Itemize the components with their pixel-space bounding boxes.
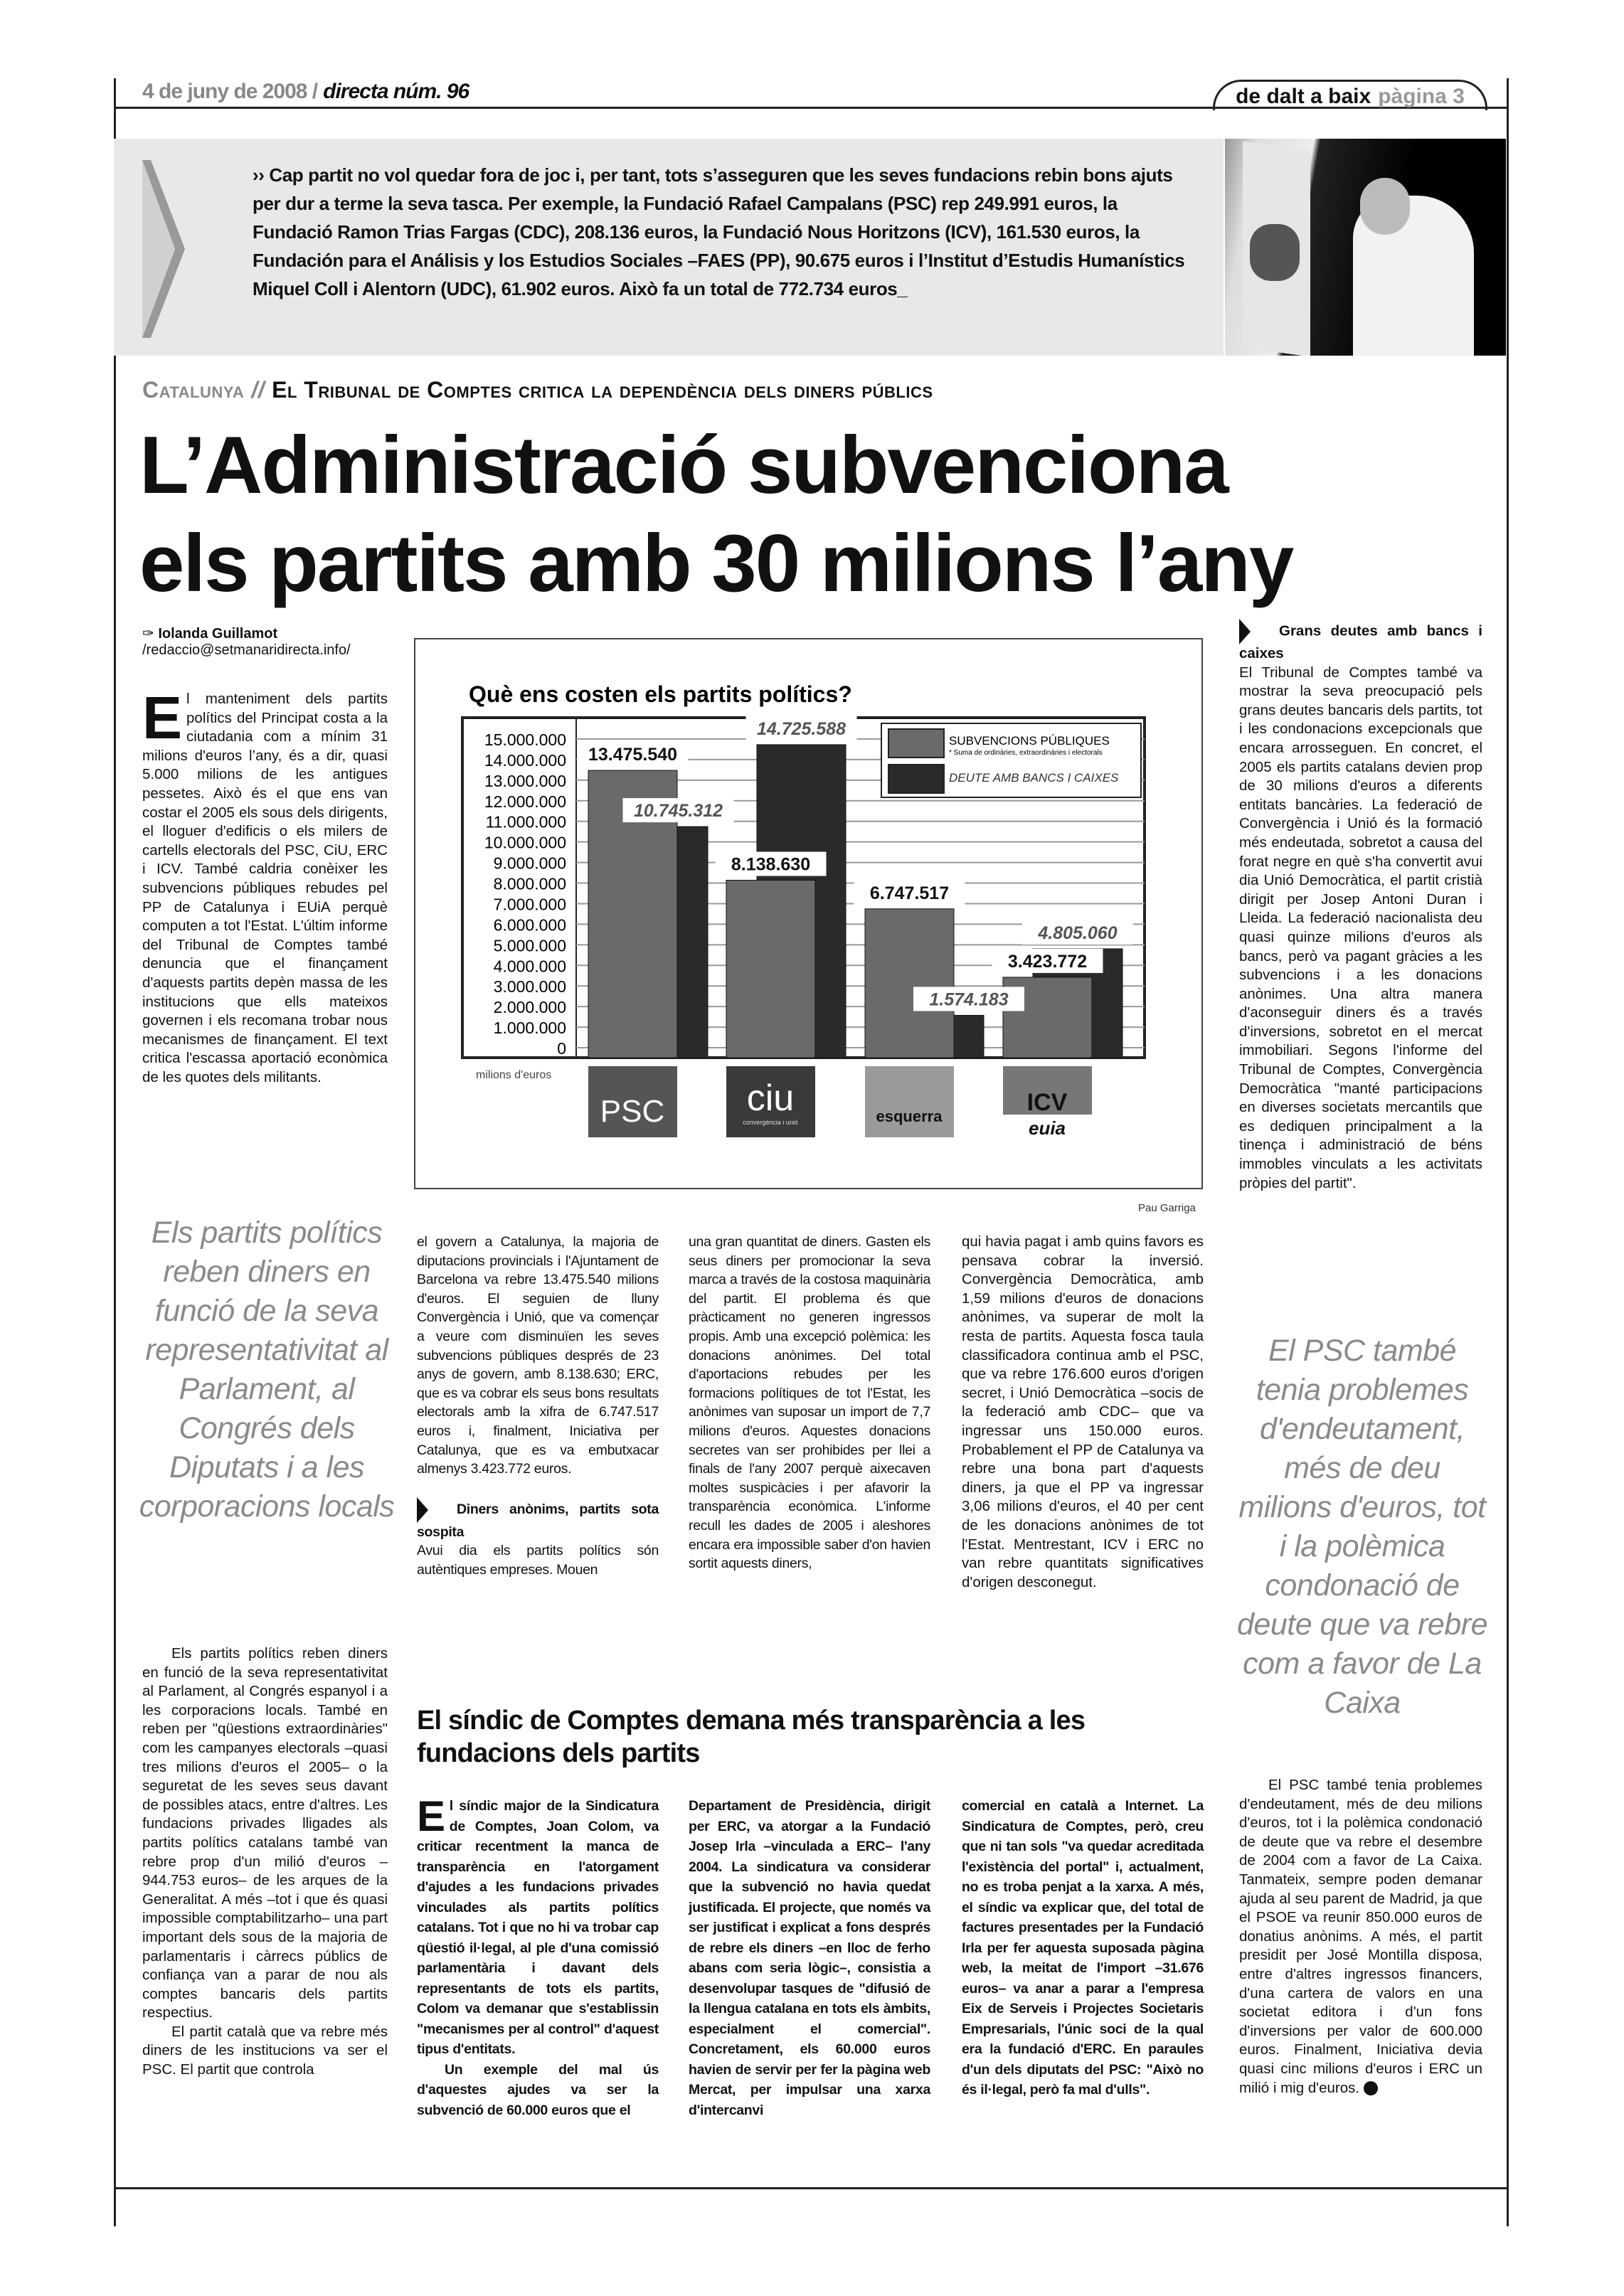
- arrow-icon: [1239, 619, 1251, 644]
- legend-swatch-subsidy: [888, 729, 944, 758]
- legend-label-debt: DEUTE AMB BANCS I CAIXES: [949, 771, 1119, 785]
- section-tab: [1213, 80, 1487, 110]
- photo-credit: Pau Garriga: [1138, 1202, 1196, 1214]
- y-tick-label: 1.000.000: [493, 1019, 566, 1038]
- chart-party-costs: [414, 638, 1203, 1189]
- column-3: [962, 1233, 1204, 1592]
- subhead-text: Grans deutes amb bancs i caixes: [1239, 622, 1482, 661]
- chart-svg: [415, 639, 1201, 1188]
- y-tick-label: 4.000.000: [493, 957, 566, 976]
- right-column-text: [1239, 619, 1482, 1193]
- legend-label-subsidy: SUBVENCIONS PÚBLIQUES: [949, 734, 1110, 748]
- chart-title: Què ens costen els partits polítics?: [469, 681, 852, 707]
- paragraph: una gran quantitat de diners. Gasten els seus diners per promocionar la seva marca a través de la costosa maquinària del partit. El problema és que pràcticament no generen ingressos propis. Amb una excepció polèmica: les donacions anònimes. Del total d'aportacions rebudes per les formacions polítiques de tot l'Estat, les anònimes van suposar un import de 7,7 milions d'euros. Aquestes donacions secretes van ser prohibides per llei a finals de l'any 2007 perquè aixecaven moltes suspicàcies i per afavorir la transparència econòmica. L'informe recull les dades de 2005 i aleshores encara era impossible saber d'on havien sortit aquests diners,: [689, 1234, 930, 1572]
- y-tick-label: 6.000.000: [493, 915, 566, 935]
- paragraph: el govern a Catalunya, la majoria de diputacions provincials i l'Ajuntament de Barcelona va rebre 13.475.540 milions d'euros. El seguien de lluny Convergència i Unió, que va començar a veure com disminuïen les seves subvencions públiques després de 23 anys de govern, amb 8.138.630; ERC, que es va cobrar els seus bons resultats electorals amb la xifra de 6.747.517 euros i, finalment, Iniciativa per Catalunya, que es va embutxacar almenys 3.423.772 euros.: [417, 1234, 659, 1477]
- sidebar-column-1: [417, 1792, 659, 2120]
- logo-erc-text: esquerra: [876, 1107, 943, 1125]
- paragraph: Departament de Presidència, dirigit per ERC, va atorgar a la Fundació Josep Irla –vinculada a ERC– l'any 2004. La sindicatura va considerar que la subvenció no havia quedat justificada. El projecte, que només va ser justificat i explicat a fons després de rebre els diners –en lloc de ferho abans com seria lògic–, consistia a desenvolupar tasques de "difusió de la llengua catalana en tots els àmbits, especialment el comercial". Concretament, els 60.000 euros havien de servir per fer la pàgina web Mercat, per impulsar una xarxa d'intercanvi: [689, 1798, 930, 2118]
- column-1: [417, 1233, 659, 1580]
- subhead-text: Diners anònims, partits sota sospita: [417, 1501, 659, 1540]
- man-head: [1360, 178, 1410, 235]
- sidebar-column-3: [962, 1796, 1204, 2100]
- bar-debt: [954, 1015, 984, 1058]
- issue-date: 4 de juny de 2008 /: [142, 80, 318, 103]
- kicker-separator: //: [251, 377, 265, 403]
- paragraph: qui havia pagat i amb quins favors es pensava cobrar la inversió. Convergència Democràtica, amb 1,59 milions d'euros de donacions anònimes, va superar de molt la resta de partits. Aquesta fosca taula classificadora continua amb el PSC, que va rebre 176.600 euros d'origen secret, i Unió Democràtica –socis de la federació amb CDC– que va ingressar uns 150.000 euros. Probablement el PP de Catalunya va rebre una bona part d'aquests diners, ja que el PP va ingressar 3,06 milions d'euros, el 40 per cent de les donacions anònimes de tot l'Estat. Mentrestant, ICV i ERC no van rebre quantitats significatives d'origen desconegut.: [962, 1233, 1204, 1590]
- bar-subsidy: [726, 881, 815, 1058]
- bar-subsidy: [865, 909, 954, 1058]
- value-label-debt: 4.805.060: [1038, 923, 1118, 943]
- byline: [142, 625, 351, 659]
- value-label-subsidy: 8.138.630: [731, 854, 811, 875]
- value-label-subsidy: 3.423.772: [1007, 951, 1088, 972]
- bar-debt: [677, 827, 708, 1058]
- legend-swatch-debt: [888, 765, 944, 793]
- sidebar-title: El síndic de Comptes demana més transparència a les fundacions dels partits: [417, 1706, 1086, 1768]
- y-tick-label: 3.000.000: [493, 977, 566, 996]
- issue-number: directa núm. 96: [323, 80, 469, 103]
- paragraph: Avui dia els partits polítics són autèntiques empreses. Mouen: [417, 1543, 659, 1578]
- right-column-closing: [1239, 1776, 1482, 2098]
- logo-icv-text: ICV: [1026, 1089, 1068, 1116]
- pull-quote-left: Els partits polítics reben diners en funció de la seva representativitat al Parlament, al Congrés dels Diputats i a les corporacions locals: [139, 1216, 395, 1524]
- end-mark-icon: d: [1364, 2081, 1378, 2095]
- arrow-icon: [417, 1497, 428, 1523]
- paragraph: Els partits polítics reben diners en funció de la seva representativitat al Parlament, al Congrés espanyol i a les corporacions locals. També en reben per "qüestions extraordinàries" com les campanyes electorals –quasi tres milions d'euros el 2005– o la seguretat de les seves seus davant de possibles atacs, entre d'altres. Les fundacions privades lligades als partits polítics catalans també van rebre prop d'un milió d'euros –944.753 euros– de les arques de la Generalitat. A més –tot i que és quasi impossible comptabilitzarho– una part important dels sous de la majoria de parlamentaris i càrrecs públics de confiança van a parar de nou als comptes bancaris dels partits respectius.: [142, 1645, 388, 2021]
- y-tick-label: 11.000.000: [485, 812, 566, 831]
- y-tick-label: 14.000.000: [484, 750, 566, 770]
- lead-text: ›› Cap partit no vol quedar fora de joc i, per tant, tots s’asseguren que les seves fundacions rebin bons ajuts per dur a terme la seva tasca. Per exemple, la Fundació Rafael Campalans (PSC) rep 249.991 euros, la Fundació Ramon Trias Fargas (CDC), 208.136 euros, la Fundació Nous Horitzons (ICV), 161.530 euros, la Fundación para el Análisis y los Estudios Sociales –FAES (PP), 90.675 euros i l’Institut d’Estudis Humanístics Miquel Coll i Alentorn (UDC), 61.902 euros. Això fa un total de 772.734 euros_: [253, 164, 1185, 299]
- y-tick-label: 2.000.000: [493, 998, 566, 1017]
- sidebar-column-2: [689, 1796, 930, 2120]
- kicker-text: El Tribunal de Comptes critica la dependència dels diners públics: [272, 377, 933, 403]
- subhead-anonymous: [417, 1497, 659, 1542]
- y-tick-label: 12.000.000: [484, 792, 566, 811]
- drop-cap: E: [142, 684, 183, 751]
- y-tick-label: 13.000.000: [484, 771, 566, 790]
- section-name: de dalt a baix: [1236, 85, 1371, 108]
- logo-ciu-subtext: convergència i unió: [743, 1119, 798, 1126]
- legend-note: * Suma de ordinàries, extraordinàries i electorals: [949, 749, 1103, 757]
- left-column-text: [142, 1644, 388, 2080]
- y-tick-label: 10.000.000: [484, 833, 566, 852]
- y-tick-label: 7.000.000: [493, 895, 566, 914]
- pointing-hand-icon: ✑: [142, 626, 159, 642]
- logo-ciu-text: ciu: [746, 1078, 795, 1119]
- paragraph: [1239, 1776, 1482, 2098]
- y-tick-label: 15.000.000: [484, 730, 566, 749]
- paragraph: El Tribunal de Comptes també va mostrar la seva preocupació pels grans deutes bancaris dels partits, tot i les condonacions excepcionals que encara arrosseguen. En concret, el 2005 els partits catalans devien prop de 30 milions d'euros a diferents entitats bancàries. La federació de Convergència i Unió és la formació més endeutada, sobretot a causa del forat negre en què s'ha convertit avui dia Unió Democràtica, el partit cristià dirigit per Josep Antoni Duran i Lleida. La federació nacionalista deu quasi quinze milions d'euros als bancs, però va pagant gràcies a les subvencions i a les donacions anònimes. Una altra manera d'aconseguir diners és a través d'inversions, sobretot en el mercat immobiliari. Segons l'informe del Tribunal de Comptes, Convergència Democràtica "manté participacions en diverses societats mercantils que es dediquen principalment a la tinença i administració de béns immobles vinculats a les activitats pròpies del partit".: [1239, 664, 1482, 1191]
- page-number: pàgina 3: [1378, 85, 1465, 108]
- photo-campaign-posters: [1225, 139, 1506, 356]
- author-name: Iolanda Guillamot: [158, 626, 278, 642]
- kicker: [142, 377, 933, 403]
- logo-erc: [865, 1066, 954, 1137]
- y-axis-label: milions d'euros: [476, 1069, 552, 1081]
- paragraph-text: l síndic major de la Sindicatura de Comptes, Joan Colom, va criticar recentment la manca de transparència en l'atorgament d'ajudes a les fundacions privades vinculades als partits polítics catalans. Tot i que no hi va trobar cap qüestió il·legal, al ple d'una comissió parlamentària i davant dels representants de tots els partits, Colom va demanar que s'establissin "mecanismes per al control" d'aquest tipus d'entitats.: [417, 1798, 659, 2057]
- page-header-date: [142, 80, 469, 104]
- value-label-subsidy: 13.475.540: [588, 745, 678, 765]
- right-margin-rule: [1507, 78, 1509, 2226]
- logo-psc-text: PSC: [600, 1094, 665, 1129]
- headline-line-1: L’Administració subvenciona: [139, 420, 1228, 511]
- headline-line-2: els partits amb 30 milions l’any: [139, 519, 1293, 609]
- article-intro: [142, 684, 388, 1087]
- poster-face: [1250, 224, 1300, 281]
- y-tick-label: 5.000.000: [493, 936, 566, 955]
- paragraph: comercial en català a Internet. La Sindicatura de Comptes, però, creu que ni tan sols "va quedar acreditada l'existència del portal" i, actualment, no es troba penjat a la xarxa. A més, el síndic va explicar que, del total de factures presentades per la Fundació Irla per fer aquesta suposada pàgina web, la meitat de l'import –31.676 euros– va anar a parar a l'empresa Eix de Serveis i Projectes Societaris Empresarials, l'únic soci de la qual era la fundació d'ERC. En paraules d'un dels diputats del PSC: "Això no és il·legal, però fa mal d'ulls".: [962, 1798, 1204, 2098]
- intro-text: l manteniment dels partits polítics del Principat costa a la ciutadania com a mínim 31 milions d'euros l’any, és a dir, quasi 5.000 milions de les antigues pessetes. Això és el que ens van costar el 2005 els sous dels dirigents, el lloguer d'edificis o els milers de cartells electorals del PSC, CiU, ERC i ICV. També caldria conèixer les subvencions públiques rebudes pel PP de Catalunya i EUiA perquè computen a tot l'Estat. L'últim informe del Tribunal de Comptes també denuncia que el finançament d'aquests partits depèn massa de les institucions que ells mateixos governen i els recomana trobar nous mecanismes de finançament. El text critica l'escassa aportació econòmica de les quotes dels militants.: [142, 691, 388, 1085]
- left-margin-rule: [114, 78, 116, 2226]
- author-email: /redaccio@setmanaridirecta.info/: [142, 642, 351, 658]
- pull-quote-right: El PSC també tenia problemes d'endeutament, més de deu milions d'euros, tot i la polèmica condonació de deute que va rebre com a favor de La Caixa: [1237, 1334, 1487, 1720]
- y-tick-label: 0: [557, 1039, 566, 1058]
- paragraph-text: El PSC també tenia problemes d'endeutament, més de deu milions d'euros, tot i la polèmica condonació de deute que va rebre el desembre de 2004 com a favor de La Caixa. Tanmateix, sempre poden demanar ajuda al seu parent de Madrid, ja que el PSOE va reunir 850.000 euros de donatius anònims. A més, el partit presidit per José Montilla disposa, entre d'altres ingressos financers, d'una cartera de valors en una societat editora i d'un fons d'inversions per valor de 600.000 euros. Finalment, Iniciativa devia quasi cinc milions d'euros i ERC un milió i mig d'euros.: [1239, 1777, 1482, 2096]
- paragraph: Un exemple del mal ús d'aquestes ajudes va ser la subvenció de 60.000 euros que el: [417, 2061, 659, 2118]
- drop-cap: E: [417, 1792, 445, 1840]
- value-label-debt: 1.574.183: [929, 989, 1009, 1010]
- footer-rule: [114, 2187, 1508, 2189]
- value-label-debt: 10.745.312: [633, 801, 723, 822]
- y-tick-label: 8.000.000: [493, 874, 566, 893]
- subhead-debts: [1239, 619, 1482, 664]
- kicker-section: Catalunya: [142, 377, 245, 403]
- paragraph: El partit català que va rebre més diners de les institucions va ser el PSC. El partit que controla: [142, 2023, 388, 2078]
- chevron-icon: [142, 160, 185, 338]
- value-label-debt: 14.725.588: [756, 718, 847, 739]
- value-label-subsidy: 6.747.517: [869, 883, 950, 903]
- y-tick-label: 9.000.000: [493, 854, 566, 873]
- logo-euia-text: euia: [1028, 1117, 1066, 1139]
- column-2: [689, 1233, 930, 1573]
- paragraph: [417, 1792, 659, 2060]
